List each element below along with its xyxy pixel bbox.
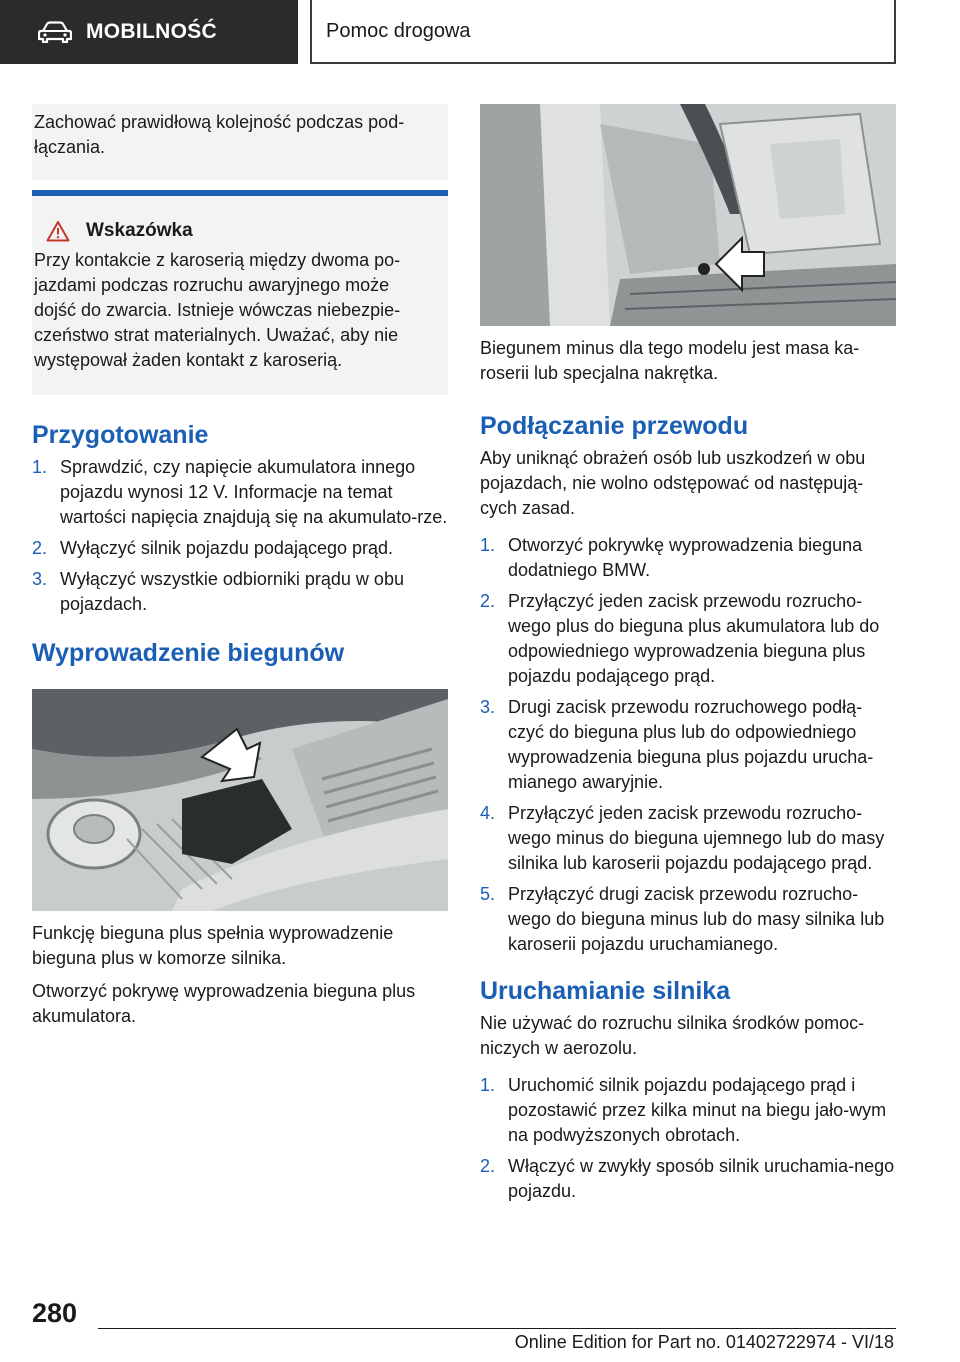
terminals-paragraph-1: Funkcję bieguna plus spełnia wyprowadzenie bieguna plus w komorze silnika. [32, 923, 394, 968]
preparation-steps [32, 455, 448, 617]
step-text: Sprawdzić, czy napięcie akumulatora innego pojazdu wynosi 12 V. Informacje na temat wartości napięcia znajdują się na akumulato-rze. [60, 457, 448, 527]
step-number: 1. [480, 535, 496, 555]
step-text: Wyłączyć silnik pojazdu podającego prąd. [60, 538, 394, 558]
step-text: Otworzyć pokrywkę wyprowadzenia bieguna dodatniego BMW. [508, 535, 863, 580]
left-column [32, 104, 448, 1029]
list-item [480, 882, 896, 957]
car-icon [38, 21, 72, 43]
step-text: Włączyć w zwykły sposób silnik uruchamia-nego pojazdu. [508, 1156, 895, 1201]
list-item [480, 801, 896, 876]
section-tab [0, 0, 298, 64]
section-label: MOBILNOŚĆ [86, 20, 218, 43]
warning-text: Przy kontakcie z karoserią między dwoma po-jazdami podczas rozruchu awaryjnego może dojść do zwarcia. Istnieje wówczas niebezpie-czeństwo strat materialnych. Uważać, aby nie występował żaden kontakt z karoserią. [34, 250, 401, 370]
connecting-steps [480, 533, 896, 957]
step-number: 2. [480, 1156, 496, 1176]
step-text: Przyłączyć jeden zacisk przewodu rozrucho-wego minus do bieguna ujemnego lub do masy silnika lub karoserii pojazdu podającego prąd. [508, 803, 885, 873]
list-item [32, 536, 448, 561]
heading-preparation: Przygotowanie [32, 421, 209, 449]
warning-box [32, 190, 448, 395]
starting-intro: Nie używać do rozruchu silnika środków pomoc-niczych w aerozolu. [480, 1013, 865, 1058]
step-text: Wyłączyć wszystkie odbiorniki prądu w obu pojazdach. [60, 569, 404, 614]
chapter-title: Pomoc drogowa [326, 19, 471, 42]
edition-note: Online Edition for Part no. 01402722974 - VI/18 [514, 1332, 894, 1352]
step-number: 3. [480, 697, 496, 717]
engine-bay-minus-terminal-image [480, 104, 896, 326]
heading-starting: Uruchamianie silnika [480, 977, 731, 1005]
terminals-paragraph-2: Otworzyć pokrywę wyprowadzenia bieguna plus akumulatora. [32, 981, 416, 1026]
step-text: Uruchomić silnik pojazdu podającego prąd i pozostawić przez kilka minut na biegu jało-wym na podwyższonych obrotach. [508, 1075, 887, 1145]
list-item [480, 1154, 896, 1204]
step-number: 1. [32, 457, 48, 477]
footer-divider [98, 1328, 896, 1329]
heading-connecting: Podłączanie przewodu [480, 412, 749, 440]
step-number: 1. [480, 1075, 496, 1095]
step-text: Przyłączyć jeden zacisk przewodu rozrucho-wego plus do bieguna plus akumulatora lub do odpowiedniego wyprowadzenia bieguna plus pojazdu podającego prąd. [508, 591, 880, 686]
connecting-intro: Aby uniknąć obrażeń osób lub uszkodzeń w obu pojazdach, nie wolno odstępować od następują-cych zasad. [480, 448, 866, 518]
list-item [32, 455, 448, 530]
engine-bay-plus-terminal-image [32, 689, 448, 911]
step-number: 3. [32, 569, 48, 589]
warning-triangle-icon [46, 220, 70, 242]
minus-terminal-text: Biegunem minus dla tego modelu jest masa ka-roserii lub specjalna nakrętka. [480, 338, 860, 383]
step-number: 5. [480, 884, 496, 904]
list-item [480, 533, 896, 583]
note-box [32, 104, 448, 180]
warning-header [34, 220, 434, 242]
step-number: 2. [32, 538, 48, 558]
warning-title: Wskazówka [86, 220, 193, 241]
list-item [32, 567, 448, 617]
list-item [480, 1073, 896, 1148]
list-item [480, 695, 896, 795]
page-header [0, 0, 960, 66]
step-number: 4. [480, 803, 496, 823]
note-text: Zachować prawidłową kolejność podczas pod-łączania. [34, 112, 405, 157]
step-text: Drugi zacisk przewodu rozruchowego podłą-czyć do bieguna plus lub do odpowiedniego wyprowadzenia bieguna plus pojazdu urucha-mianego awaryjnie. [508, 697, 874, 792]
starting-steps [480, 1073, 896, 1204]
right-column [480, 104, 896, 1210]
page-number: 280 [32, 1298, 78, 1328]
chapter-title-box [310, 0, 896, 64]
step-text: Przyłączyć drugi zacisk przewodu rozrucho-wego do bieguna minus lub do masy silnika lub karoserii pojazdu uruchamianego. [508, 884, 885, 954]
step-number: 2. [480, 591, 496, 611]
heading-terminals: Wyprowadzenie biegunów [32, 639, 345, 667]
list-item [480, 589, 896, 689]
